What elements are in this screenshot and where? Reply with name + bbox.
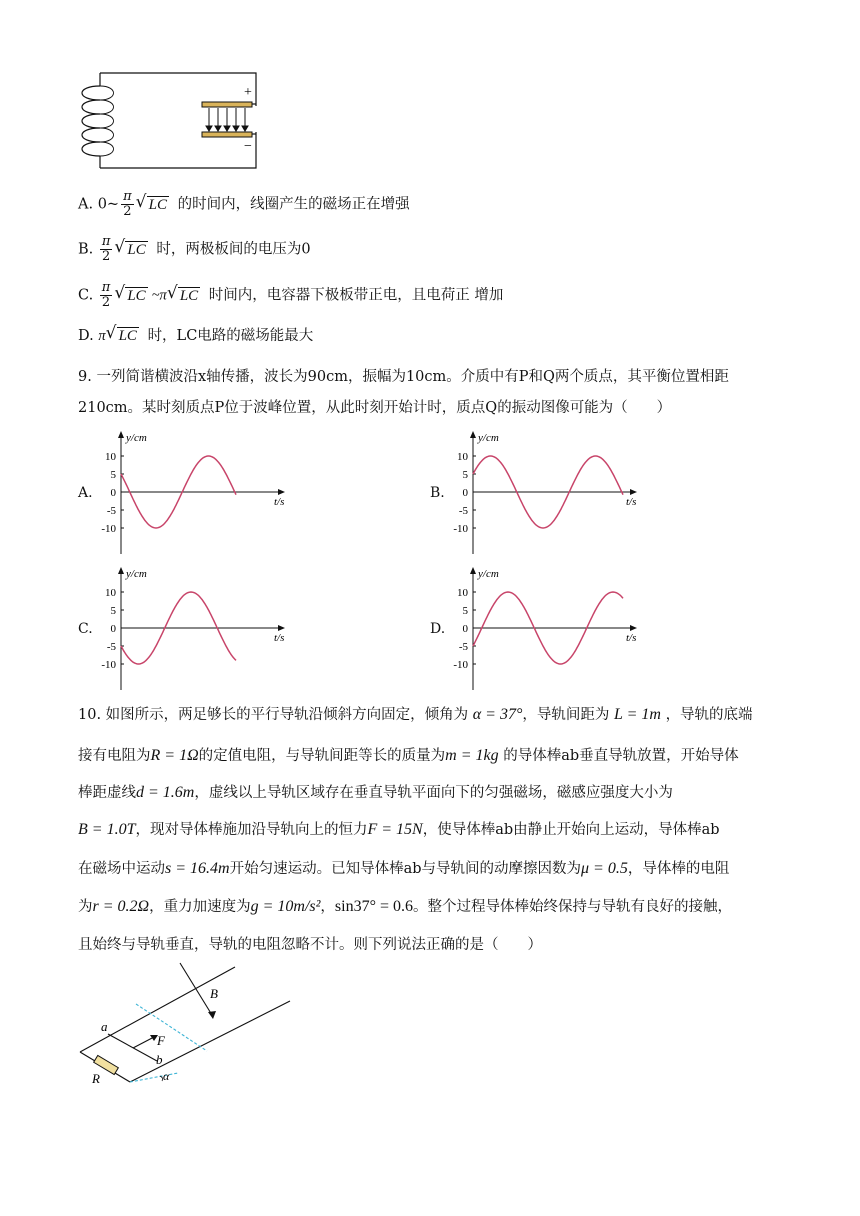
tick-label: 5 <box>110 469 116 481</box>
tick-label: 5 <box>462 605 468 617</box>
y-axis-arrow <box>470 567 476 574</box>
label-a: a <box>101 1019 108 1034</box>
lc-circuit-figure <box>78 70 268 175</box>
x-axis-arrow <box>278 625 285 631</box>
label-F: F <box>157 1033 165 1048</box>
y-axis-arrow <box>470 431 476 438</box>
q9-graph-a <box>96 428 296 556</box>
q8-option-b: B. $\frac{\pi}{2}$ √ LC 时，两极板间的电压为0 <box>78 235 311 264</box>
x-axis-label: t/s <box>626 496 637 508</box>
plus-sign: + <box>244 85 252 100</box>
q9-graph-b <box>448 428 648 556</box>
label-b: b <box>156 1052 163 1067</box>
tick-label: -10 <box>101 659 116 671</box>
minus-sign: − <box>244 139 252 154</box>
y-axis-arrow <box>118 431 124 438</box>
q9-option-b-label: B. <box>430 485 445 501</box>
q9-stem-line1: 9. 一列简谐横波沿x轴传播，波长为90cm，振幅为10cm。介质中有P和Q两个质点，其平衡位置相距 <box>78 369 729 385</box>
tick-label: 10 <box>105 451 116 463</box>
x-axis-arrow <box>630 489 637 495</box>
q9-graph-c <box>96 564 296 692</box>
q9-option-d-label: D. <box>430 621 446 637</box>
tick-label: 0 <box>462 623 468 635</box>
q10-line3: 棒距虚线d = 1.6m，虚线以上导轨区域存在垂直导轨平面向下的匀强磁场，磁感应强度大小为 <box>78 784 673 801</box>
tick-label: 10 <box>105 587 116 599</box>
q9-option-a-label: A. <box>78 485 93 501</box>
q9-graph-d <box>448 564 648 692</box>
tick-label: 10 <box>457 587 468 599</box>
label-alpha: α <box>163 1069 170 1083</box>
label-R: R <box>92 1071 100 1086</box>
y-axis-label: y/cm <box>478 568 499 580</box>
q8-option-a: A. 0~ $\frac{\pi}{2}$ √ LC 的时间内，线圈产生的磁场正在增强 <box>78 190 410 219</box>
y-axis-label: y/cm <box>478 432 499 444</box>
tick-label: -10 <box>101 523 116 535</box>
tick-label: -5 <box>106 505 116 517</box>
y-axis-label: y/cm <box>126 568 147 580</box>
tick-label: -10 <box>453 659 468 671</box>
x-axis-label: t/s <box>274 496 285 508</box>
q9-option-c-label: C. <box>78 621 93 637</box>
q8-option-d: D. π√ LC 时，LC电路的磁场能最大 <box>78 326 313 346</box>
label-B: B <box>210 986 218 1001</box>
tick-label: 5 <box>110 605 116 617</box>
tick-label: -10 <box>453 523 468 535</box>
tick-label: -5 <box>458 641 468 653</box>
x-axis-label: t/s <box>274 632 285 644</box>
tick-label: 0 <box>110 623 116 635</box>
q10-line2: 接有电阻为R = 1Ω的定值电阻，与导轨间距等长的质量为m = 1kg 的导体棒ab垂直导轨放置，开始导体 <box>78 747 739 764</box>
tick-label: -5 <box>458 505 468 517</box>
x-axis-label: t/s <box>626 632 637 644</box>
x-axis-arrow <box>278 489 285 495</box>
q10-line1: 10. 如图所示，两足够长的平行导轨沿倾斜方向固定，倾角为 α = 37°，导轨间距为 L = 1m ，导轨的底端 <box>78 706 753 723</box>
q10-line5: 在磁场中运动s = 16.4m开始匀速运动。已知导体棒ab与导轨间的动摩擦因数为μ = 0.5，导体棒的电阻 <box>78 860 730 877</box>
tick-label: 10 <box>457 451 468 463</box>
tick-label: 0 <box>110 487 116 499</box>
q8-option-c: C. $\frac{\pi}{2}$ √ LC ~π√ LC 时间内，电容器下极板带正电，且电荷正 增加 <box>78 281 503 310</box>
q10-line6: 为r = 0.2Ω，重力加速度为g = 10m/s²，sin37° = 0.6。整个过程导体棒始终保持与导轨有良好的接触， <box>78 898 733 915</box>
x-axis-arrow <box>630 625 637 631</box>
q10-line4: B = 1.0T，现对导体棒施加沿导轨向上的恒力F = 15N，使导体棒ab由静止开始向上运动，导体棒ab <box>78 821 720 838</box>
tick-label: -5 <box>106 641 116 653</box>
y-axis-label: y/cm <box>126 432 147 444</box>
tick-label: 0 <box>462 487 468 499</box>
y-axis-arrow <box>118 567 124 574</box>
inclined-rails-figure <box>70 955 310 1090</box>
tick-label: 5 <box>462 469 468 481</box>
q9-stem-line2: 210cm。某时刻质点P位于波峰位置，从此时刻开始计时，质点Q的振动图像可能为（ ） <box>78 400 672 416</box>
q10-line7: 且始终与导轨垂直，导轨的电阻忽略不计。则下列说法正确的是（ ） <box>78 937 542 953</box>
